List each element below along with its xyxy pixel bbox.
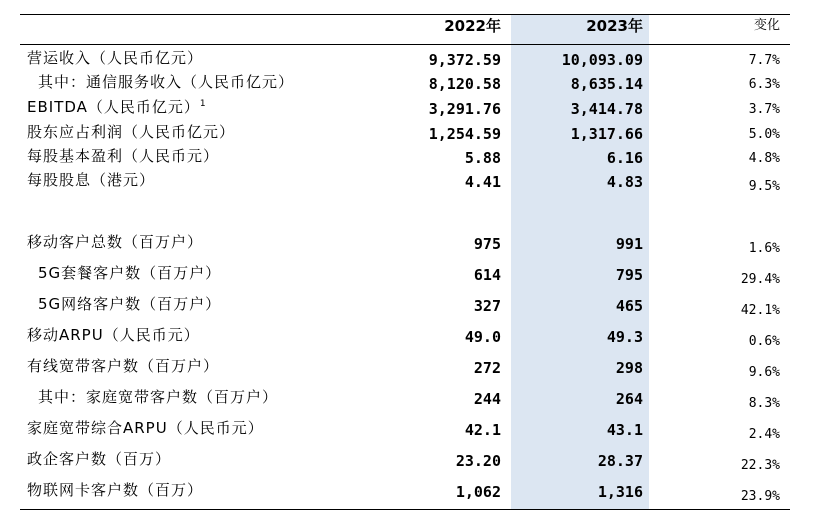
row-value-2023: 264 bbox=[615, 390, 643, 408]
row-value-2022: 327 bbox=[473, 297, 501, 315]
row-change: 4.8% bbox=[748, 151, 780, 166]
row-value-2022: 4.41 bbox=[464, 173, 501, 191]
row-value-2023: 49.3 bbox=[606, 328, 643, 346]
row-value-2023: 43.1 bbox=[606, 421, 643, 439]
row-value-2022: 272 bbox=[473, 359, 501, 377]
row-value-2022: 614 bbox=[473, 266, 501, 284]
row-label-eps: 每股基本盈利（人民币元） bbox=[27, 147, 220, 165]
row-change: 22.3% bbox=[740, 458, 780, 473]
table-header-rule bbox=[20, 44, 790, 45]
table-bottom-rule bbox=[20, 509, 790, 510]
row-value-2023: 6.16 bbox=[606, 149, 643, 167]
row-change: 7.7% bbox=[748, 53, 780, 68]
row-value-2022: 49.0 bbox=[464, 328, 501, 346]
row-value-2023: 795 bbox=[615, 266, 643, 284]
row-label-telecom-service-revenue: 其中：通信服务收入（人民币亿元） bbox=[38, 73, 295, 91]
row-label-revenue: 营运收入（人民币亿元） bbox=[27, 49, 204, 67]
row-label-iot-customers: 物联网卡客户数（百万） bbox=[27, 481, 204, 499]
row-label-broadband-customers: 有线宽带客户数（百万户） bbox=[27, 357, 220, 375]
row-label-profit: 股东应占利润（人民币亿元） bbox=[27, 123, 236, 141]
row-value-2022: 42.1 bbox=[464, 421, 501, 439]
row-label-mobile-arpu: 移动ARPU（人民币元） bbox=[27, 326, 200, 344]
footnote-marker: 1 bbox=[199, 99, 207, 109]
row-value-2023: 991 bbox=[615, 235, 643, 253]
row-label-5g-package-customers: 5G套餐客户数（百万户） bbox=[38, 264, 222, 282]
row-label-mobile-customers: 移动客户总数（百万户） bbox=[27, 233, 204, 251]
row-value-2022: 5.88 bbox=[464, 149, 501, 167]
row-value-2022: 1,062 bbox=[455, 483, 501, 501]
row-value-2023: 465 bbox=[615, 297, 643, 315]
row-value-2023: 1,316 bbox=[597, 483, 643, 501]
table-top-rule bbox=[20, 14, 790, 15]
row-value-2022: 244 bbox=[473, 390, 501, 408]
row-value-2023: 4.83 bbox=[606, 173, 643, 191]
row-change: 6.3% bbox=[748, 77, 780, 92]
column-header-change: 变化 bbox=[753, 18, 780, 33]
row-change: 5.0% bbox=[748, 127, 780, 142]
row-change: 3.7% bbox=[748, 102, 780, 117]
row-value-2022: 1,254.59 bbox=[428, 125, 501, 143]
row-label-enterprise-customers: 政企客户数（百万） bbox=[27, 450, 172, 468]
row-value-2022: 8,120.58 bbox=[428, 75, 501, 93]
row-label-home-broadband-customers: 其中：家庭宽带客户数（百万户） bbox=[38, 388, 279, 406]
row-value-2023: 28.37 bbox=[597, 452, 643, 470]
column-header-2022: 2022年 bbox=[444, 17, 501, 35]
row-change: 9.6% bbox=[748, 365, 780, 380]
row-value-2023: 8,635.14 bbox=[570, 75, 643, 93]
row-change: 29.4% bbox=[740, 272, 780, 287]
row-value-2022: 23.20 bbox=[455, 452, 501, 470]
row-label-text: EBITDA（人民币亿元） bbox=[27, 98, 200, 116]
row-value-2023: 298 bbox=[615, 359, 643, 377]
row-change: 9.5% bbox=[748, 179, 780, 194]
row-change: 42.1% bbox=[740, 303, 780, 318]
row-value-2022: 3,291.76 bbox=[428, 100, 501, 118]
row-change: 8.3% bbox=[748, 396, 780, 411]
row-value-2023: 3,414.78 bbox=[570, 100, 643, 118]
row-value-2023: 10,093.09 bbox=[561, 51, 643, 69]
row-label-ebitda bbox=[27, 98, 207, 116]
row-label-home-broadband-arpu: 家庭宽带综合ARPU（人民币元） bbox=[27, 419, 264, 437]
row-value-2022: 975 bbox=[473, 235, 501, 253]
column-header-2023: 2023年 bbox=[586, 17, 643, 35]
row-label-5g-network-customers: 5G网络客户数（百万户） bbox=[38, 295, 222, 313]
row-change: 1.6% bbox=[748, 241, 780, 256]
row-change: 0.6% bbox=[748, 334, 780, 349]
row-value-2022: 9,372.59 bbox=[428, 51, 501, 69]
row-change: 2.4% bbox=[748, 427, 780, 442]
row-value-2023: 1,317.66 bbox=[570, 125, 643, 143]
row-change: 23.9% bbox=[740, 489, 780, 504]
row-label-dividend: 每股股息（港元） bbox=[27, 171, 156, 189]
